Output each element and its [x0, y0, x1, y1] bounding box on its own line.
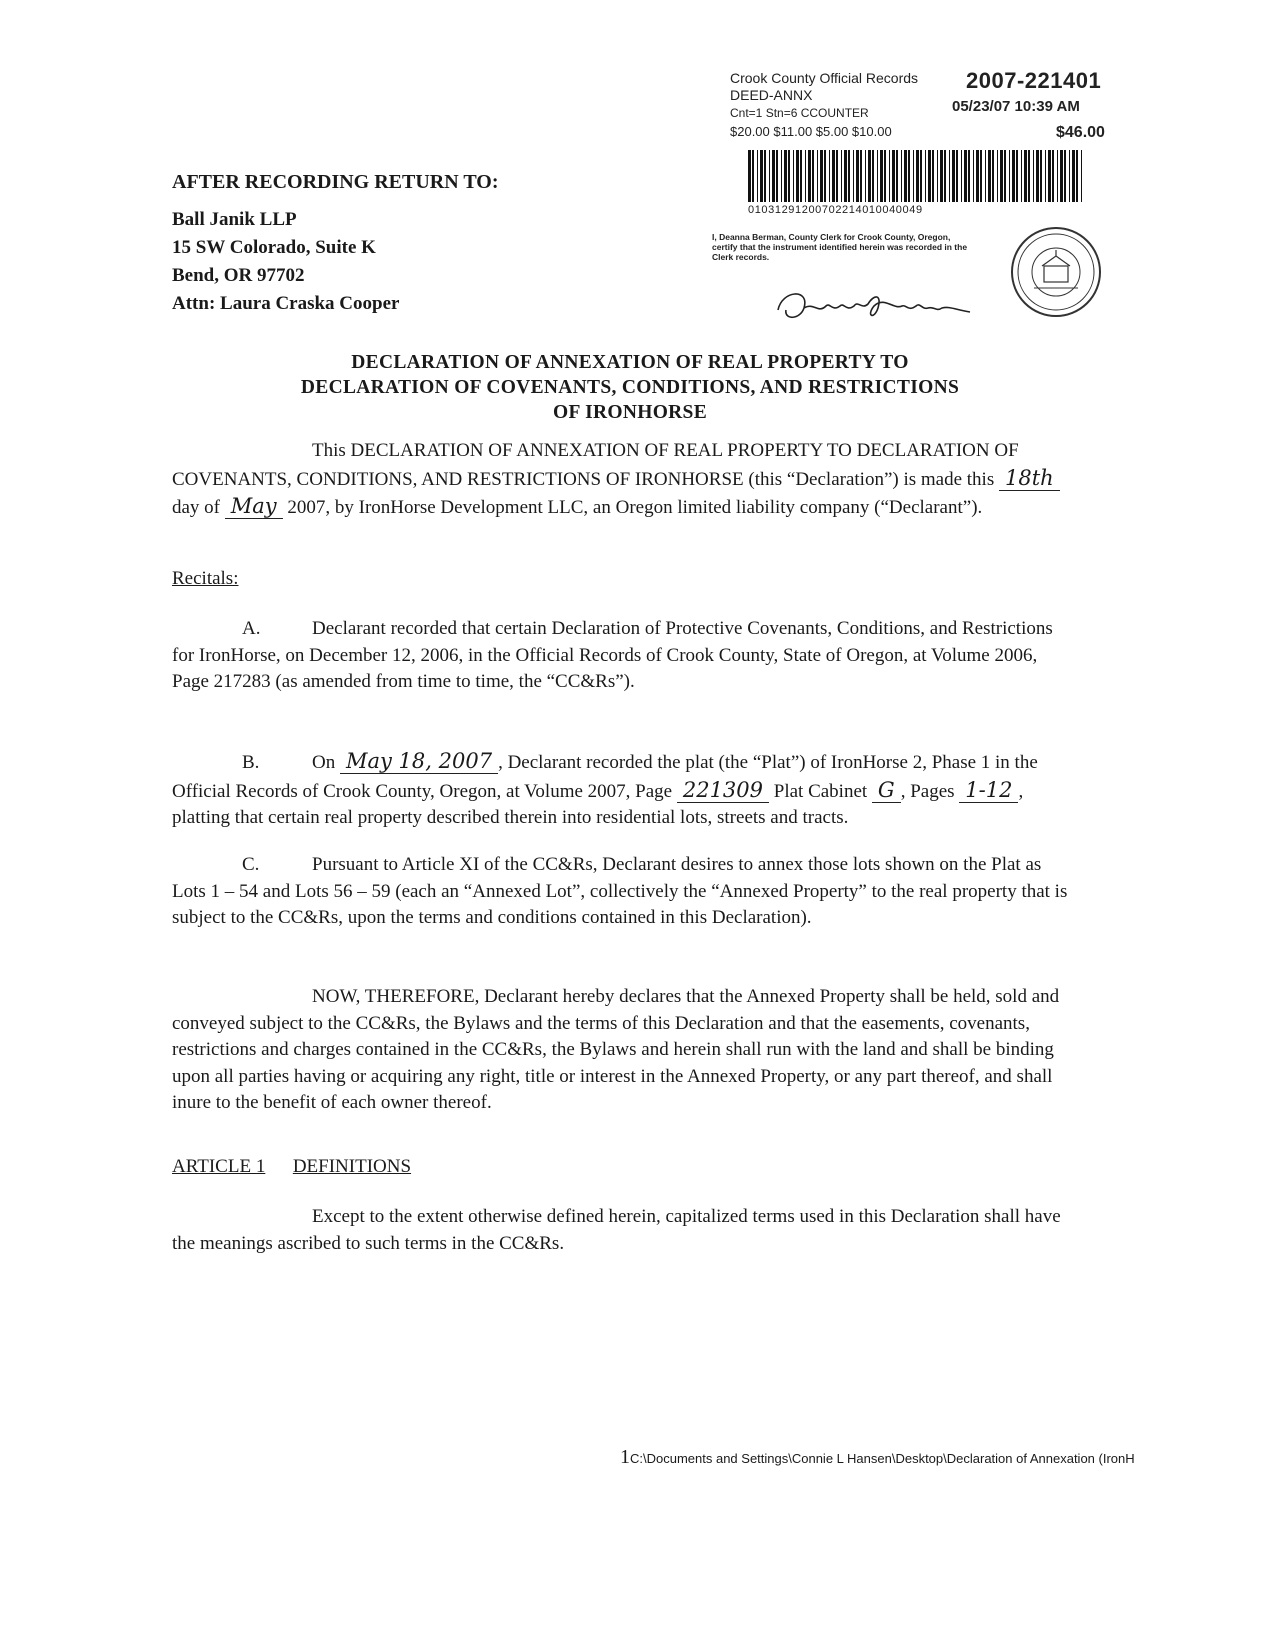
- title-line: OF IRONHORSE: [552, 402, 708, 423]
- clerk-signature: [770, 280, 990, 330]
- intro-text: This DECLARATION OF ANNEXATION OF REAL PROPERTY TO DECLARATION OF COVENANTS, CONDITIONS, AND RESTRICTIONS OF IRONHORSE (this “Declaration”) is made this: [172, 440, 1019, 490]
- now-therefore-paragraph: [172, 984, 1077, 1117]
- recital-text: On: [312, 752, 336, 773]
- recital-c: [172, 852, 1077, 932]
- county-seal-icon: [1010, 226, 1102, 318]
- recital-text: , Declarant recorded the plat (the “Plat”) of IronHorse 2, Phase 1 in the Official Records of Crook County, Oregon, at Volume 2007, Page: [172, 752, 1038, 802]
- recital-text: Pursuant to Article XI of the CC&Rs, Declarant desires to annex those lots shown on the Plat as Lots 1 – 54 and Lots 56 – 59 (each an “Annexed Lot”, collectively the “Annexed Property” to the real property that is subject to the CC&Rs, upon the terms and conditions contained in this Declaration).: [172, 854, 1068, 928]
- return-line: Attn: Laura Craska Cooper: [172, 293, 400, 314]
- page-number: 1: [620, 1446, 630, 1468]
- handwritten-cabinet: G: [872, 778, 901, 803]
- clerk-certification: I, Deanna Berman, County Clerk for Crook County, Oregon, certify that the instrument identified herein was recorded in the Clerk records.: [712, 232, 968, 262]
- recording-fees: $20.00 $11.00 $5.00 $10.00: [730, 124, 892, 139]
- handwritten-day: 18th: [999, 466, 1060, 491]
- recital-letter: B.: [242, 752, 260, 773]
- recital-letter: A.: [242, 618, 261, 639]
- article-text: Except to the extent otherwise defined herein, capitalized terms used in this Declaration shall have the meanings ascribed to such terms in the CC&Rs.: [172, 1206, 1061, 1254]
- now-therefore-text: NOW, THEREFORE, Declarant hereby declares that the Annexed Property shall be held, sold and conveyed subject to the CC&Rs, the Bylaws and the terms of this Declaration and that the easements, covenants, restrictions and charges contained in the CC&Rs, the Bylaws and herein shall run with the land and shall be binding upon all parties having or acquiring any right, title or interest in the Annexed Property, or any part thereof, and shall inure to the benefit of each owner thereof.: [172, 986, 1060, 1113]
- document-type: DEED-ANNX: [730, 87, 813, 103]
- handwritten-pages: 1-12: [959, 778, 1018, 803]
- return-line: Bend, OR 97702: [172, 265, 305, 286]
- recital-text: Plat Cabinet: [773, 780, 868, 802]
- return-address-block: [172, 168, 499, 318]
- return-line: 15 SW Colorado, Suite K: [172, 237, 376, 258]
- return-heading: AFTER RECORDING RETURN TO:: [172, 171, 499, 193]
- file-path: C:\Documents and Settings\Connie L Hansen\Desktop\Declaration of Annexation (IronH: [630, 1451, 1135, 1466]
- recitals-heading: Recitals:: [172, 568, 239, 589]
- recording-datetime: 05/23/07 10:39 AM: [952, 98, 1080, 115]
- article-1-paragraph: [172, 1204, 1077, 1257]
- recital-b: [172, 748, 1077, 832]
- recital-text: Declarant recorded that certain Declaration of Protective Covenants, Conditions, and Restrictions for IronHorse, on December 12, 2006, in the Official Records of Crook County, State of Oregon, at Volume 2006, Page 217283 (as amended from time to time, the “CC&Rs”).: [172, 618, 1053, 692]
- document-number: 2007-221401: [966, 68, 1102, 93]
- recording-office: Crook County Official Records: [730, 70, 919, 86]
- recording-total: $46.00: [1056, 124, 1105, 141]
- barcode-number: 01031291200702214010040049: [748, 204, 923, 216]
- article-number: ARTICLE 1: [172, 1156, 266, 1177]
- title-line: DECLARATION OF COVENANTS, CONDITIONS, AND RESTRICTIONS: [300, 377, 960, 398]
- recording-counter: Cnt=1 Stn=6 CCOUNTER: [730, 106, 869, 120]
- intro-text: day of: [172, 497, 221, 518]
- recital-text: , platting that certain real property described therein into residential lots, streets and tracts.: [172, 780, 1024, 828]
- intro-paragraph: [172, 438, 1077, 522]
- handwritten-page: 221309: [677, 778, 769, 803]
- recital-a: [172, 616, 1077, 696]
- handwritten-month: May: [225, 494, 283, 519]
- article-1-heading: [172, 1154, 411, 1181]
- title-line: DECLARATION OF ANNEXATION OF REAL PROPERTY TO: [351, 352, 909, 373]
- handwritten-date: May 18, 2007: [340, 749, 498, 774]
- recital-letter: C.: [242, 854, 260, 875]
- page-footer: [620, 1446, 1135, 1469]
- intro-text: 2007, by IronHorse Development LLC, an Oregon limited liability company (“Declarant”).: [287, 497, 983, 518]
- barcode: [748, 150, 1088, 202]
- recital-text: , Pages: [900, 780, 955, 802]
- document-title: [180, 350, 1080, 425]
- article-title: DEFINITIONS: [292, 1156, 412, 1177]
- return-line: Ball Janik LLP: [172, 209, 297, 230]
